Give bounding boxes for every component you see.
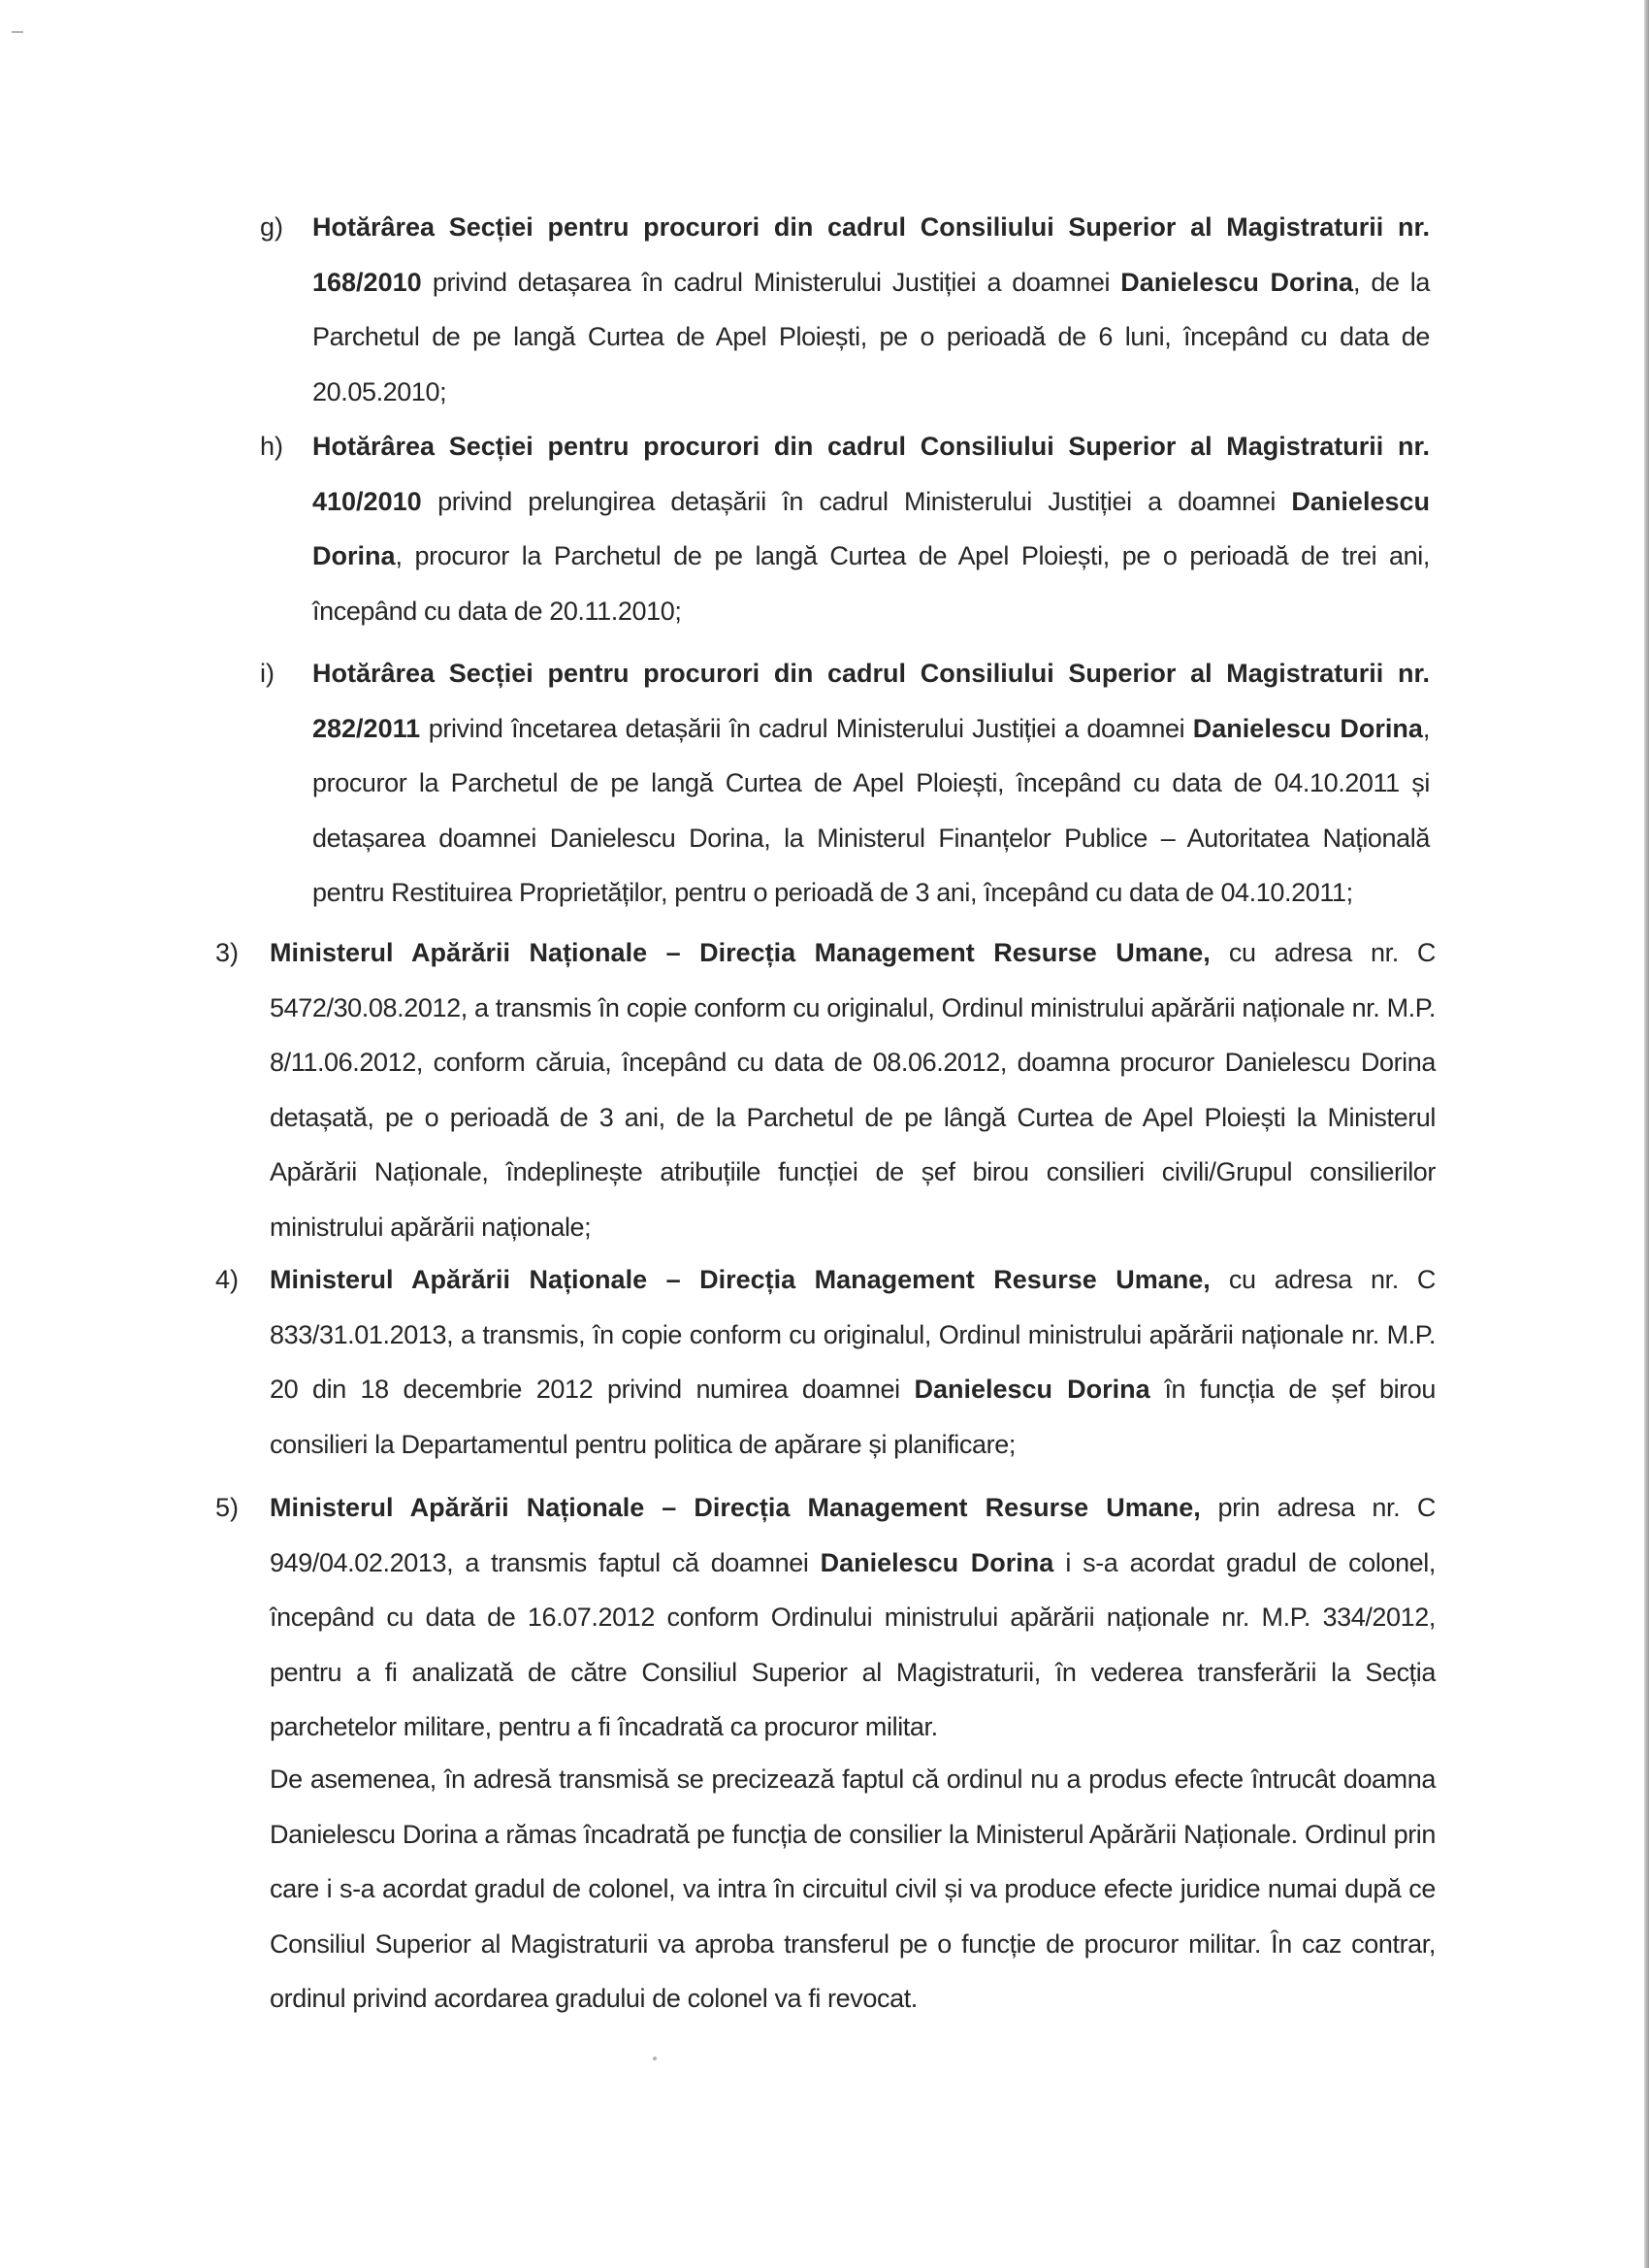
item-5-text: Ministerul Apărării Naționale – Direcția Management Resurse Umane, prin adresa nr. C 949/04.02.2013, a transmis faptul că doamnei Danielescu Dorina i s-a acordat gradul de colonel, începând cu data de 16.07.2012 conform Ordinului ministrului apărării naționale nr. M.P. 334/2012, pentru a fi analizată de către Consiliul Superior al Magistraturii, în vederea transferării la Secția parchetelor militare, pentru a fi încadrată ca procuror militar. [270,1493,1437,1741]
item-h-text: Hotărârea Secției pentru procurori din cadrul Consiliului Superior al Magistraturii nr. 410/2010 privind prelungirea detașării în cadrul Ministerului Justiției a doamnei Danielescu Dorina, procuror la Parchetul de pe langă Curtea de Apel Ploiești, pe o perioadă de trei ani, începând cu data de 20.11.2010; [312,432,1430,626]
item-4-marker: 4) [215,1265,240,1294]
item-g-marker: g) [260,212,284,242]
item-i-text: Hotărârea Secției pentru procurori din cadrul Consiliului Superior al Magistraturii nr. 282/2011 privind încetarea detașării în cadrul Ministerului Justiției a doamnei Danielescu Dorina, procuror la Parchetul de pe langă Curtea de Apel Ploiești, începând cu data de 04.10.2011 și detașarea doamnei Danielescu Dorina, la Ministerul Finanțelor Publice – Autoritatea Națională pentru Restituirea Proprietăților, pentru o perioadă de 3 ani, începând cu data de 04.10.2011; [312,659,1430,907]
item-5-marker: 5) [215,1493,240,1522]
item-i-marker: i) [260,659,275,688]
item-h-marker: h) [260,432,284,461]
closing-paragraph: De asemenea, în adresă transmisă se precizează faptul că ordinul nu a produs efecte întrucât doamna Danielescu Dorina a rămas încadrată pe funcția de consilier la Ministerul Apărării Naționale. Ordinul prin care i s-a acordat gradul de colonel, va intra în circuitul civil și va produce efecte juridice numai după ce Consiliul Superior al Magistraturii va aproba transferul pe o funcție de procuror militar. În caz contrar, ordinul privind acordarea gradului de colonel va fi revocat. [270,1765,1436,2013]
scan-speck [653,2057,657,2060]
scan-edge [1644,0,1649,2268]
item-4-text: Ministerul Apărării Naționale – Direcția Management Resurse Umane, cu adresa nr. C 833/31.01.2013, a transmis, în copie conform cu originalul, Ordinul ministrului apărării naționale nr. M.P. 20 din 18 decembrie 2012 privind numirea doamnei Danielescu Dorina în funcția de șef birou consilieri la Departamentul pentru politica de apărare și planificare; [270,1265,1436,1459]
corner-mark [12,31,23,33]
item-g-text: Hotărârea Secției pentru procurori din cadrul Consiliului Superior al Magistraturii nr. 168/2010 privind detașarea în cadrul Ministerului Justiției a doamnei Danielescu Dorina, de la Parchetul de pe langă Curtea de Apel Ploiești, pe o perioadă de 6 luni, începând cu data de 20.05.2010; [312,212,1430,406]
item-3-text: Ministerul Apărării Naționale – Direcția Management Resurse Umane, cu adresa nr. C 5472/30.08.2012, a transmis în copie conform cu originalul, Ordinul ministrului apărării naționale nr. M.P. 8/11.06.2012, conform căruia, începând cu data de 08.06.2012, doamna procuror Danielescu Dorina detașată, pe o perioadă de 3 ani, de la Parchetul de pe lângă Curtea de Apel Ploiești la Ministerul Apărării Naționale, îndeplinește atribuțiile funcției de șef birou consilieri civili/Grupul consilierilor ministrului apărării naționale; [270,938,1436,1242]
item-3-marker: 3) [215,938,240,967]
